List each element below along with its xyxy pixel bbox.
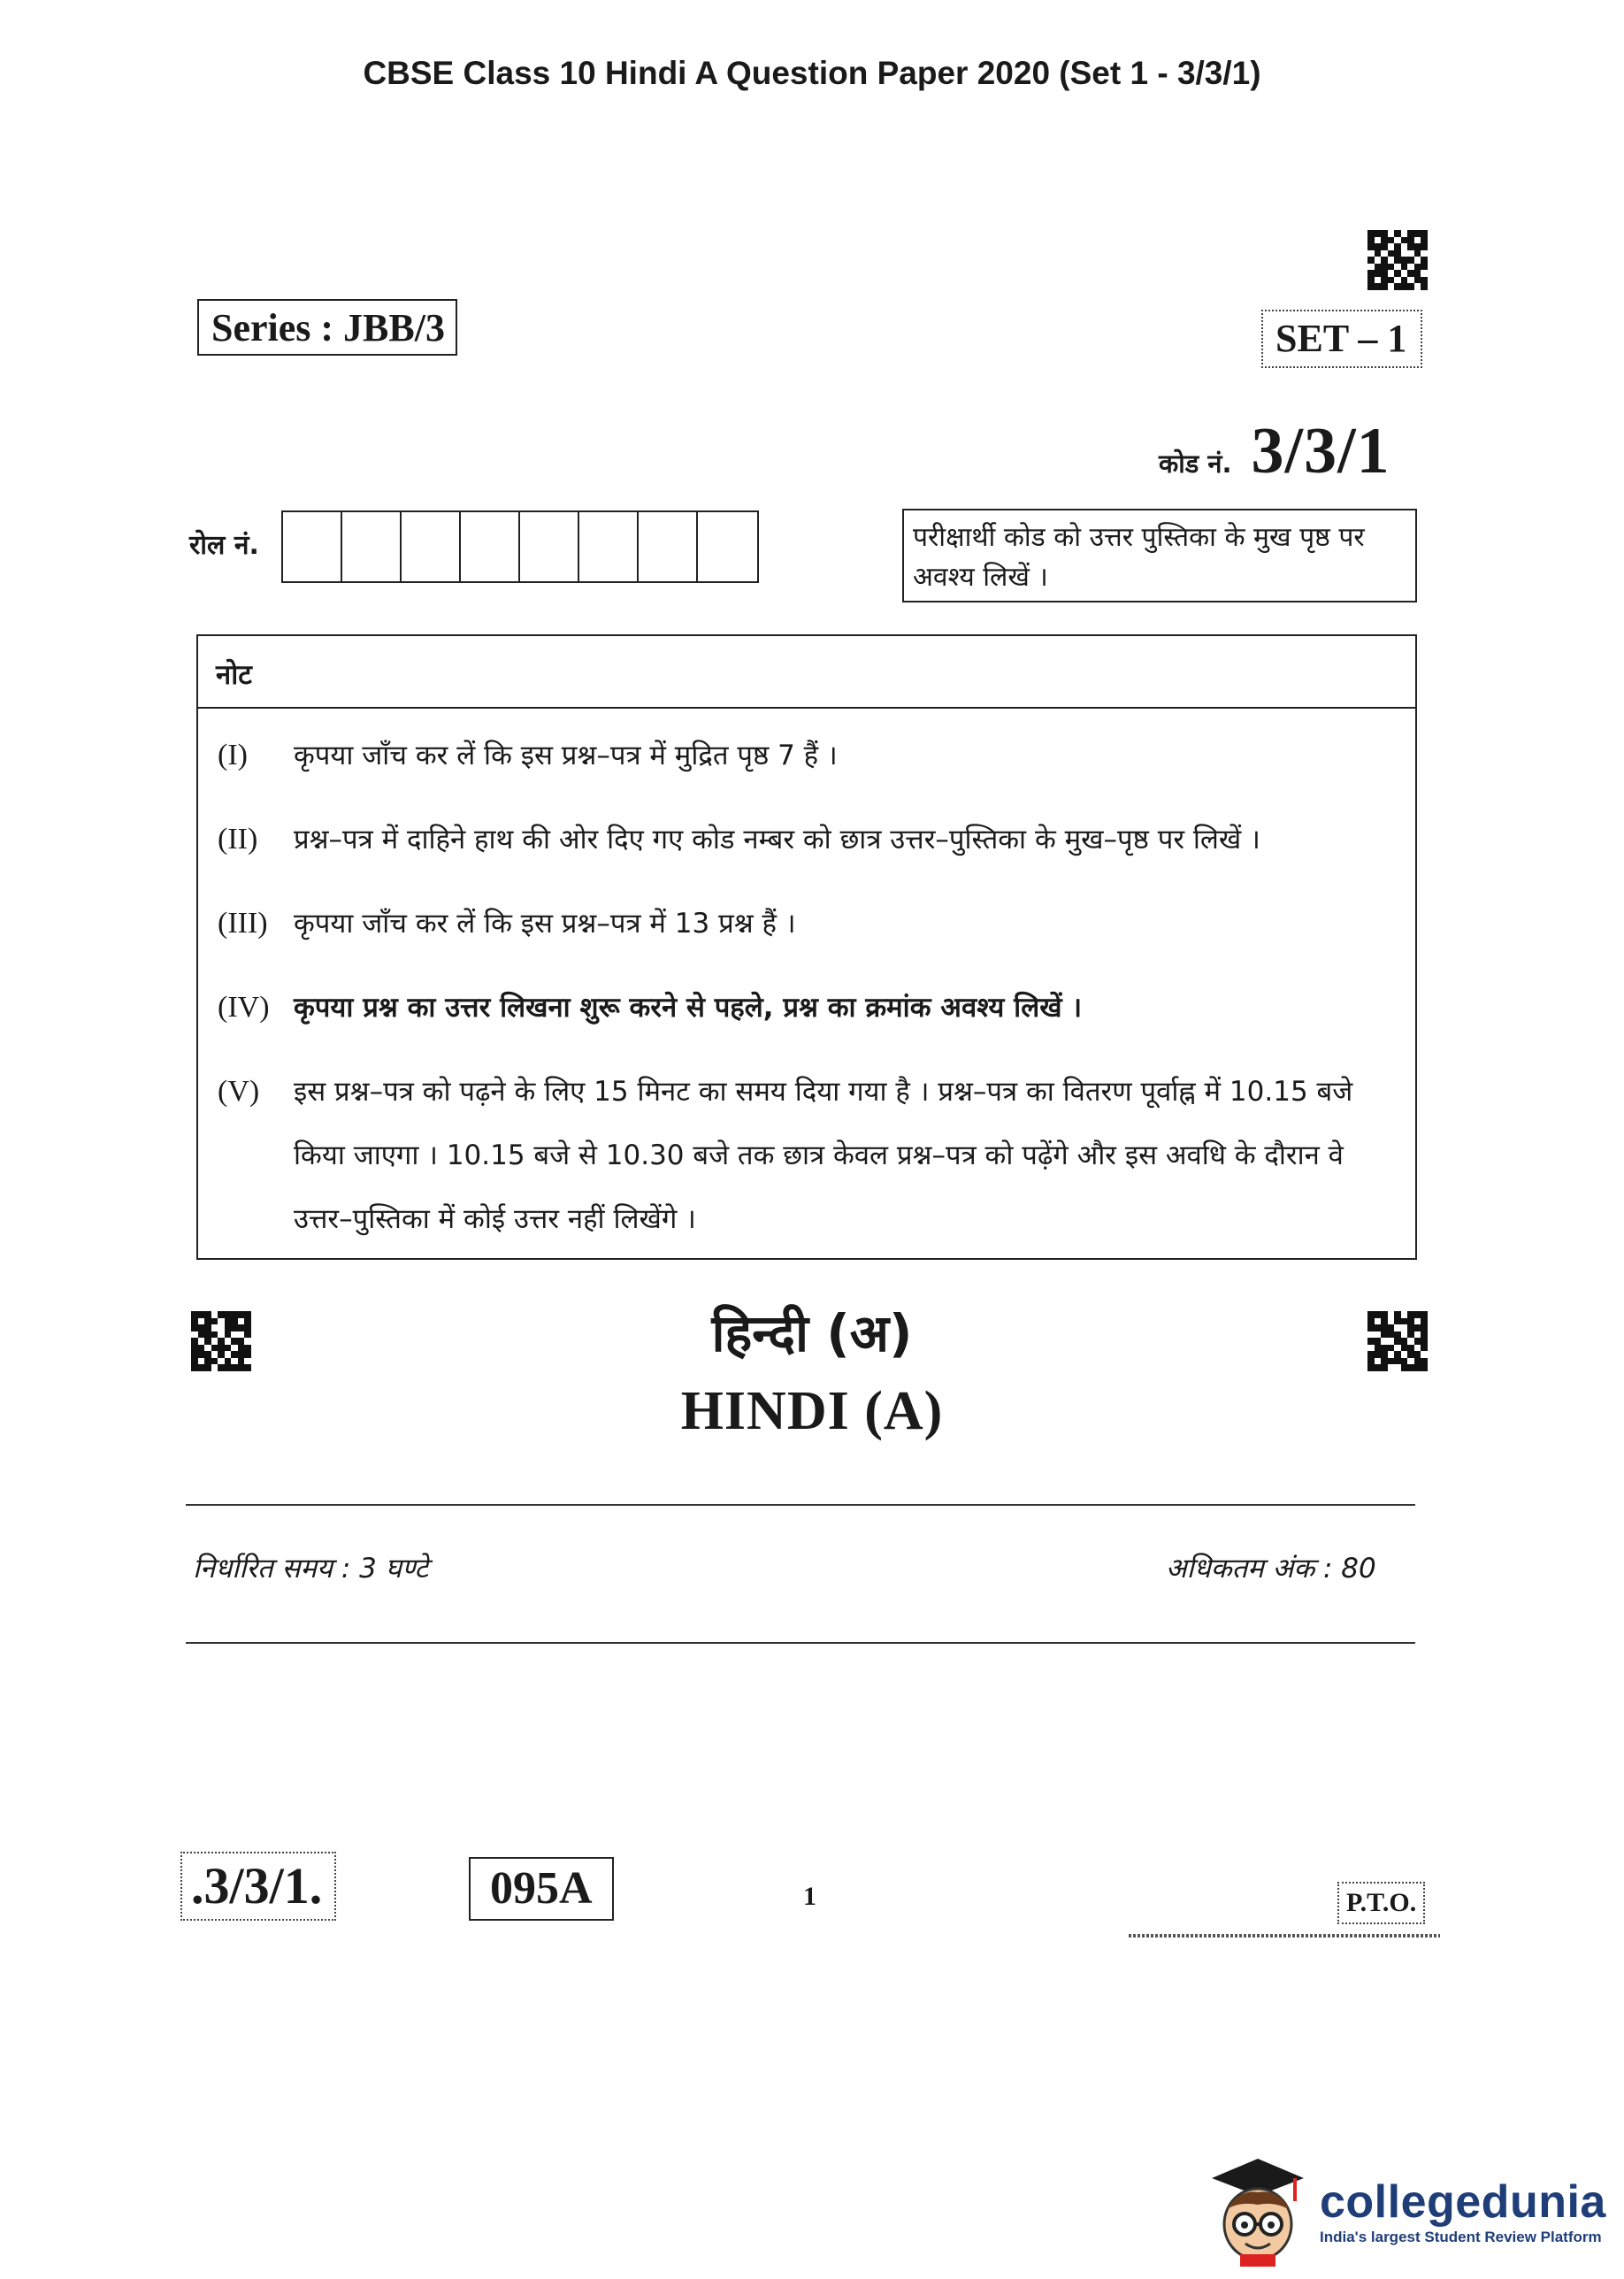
candidate-instruction-box: परीक्षार्थी कोड को उत्तर पुस्तिका के मुख पृष्ठ पर अवश्य लिखें । bbox=[902, 509, 1417, 602]
code-number bbox=[1159, 414, 1390, 489]
page-header: CBSE Class 10 Hindi A Question Paper 2020 (Set 1 - 3/3/1) bbox=[363, 55, 1261, 91]
note-item bbox=[218, 1068, 1399, 1251]
pto-label: P.T.O. bbox=[1337, 1882, 1425, 1924]
note-item bbox=[218, 816, 1399, 871]
roll-number-cell[interactable] bbox=[461, 512, 520, 581]
roll-number-cell[interactable] bbox=[402, 512, 461, 581]
roll-number-cell[interactable] bbox=[283, 512, 342, 581]
subject-title-english: HINDI (A) bbox=[680, 1381, 944, 1441]
note-text: कृपया जाँच कर लें कि इस प्रश्न–पत्र में 13 प्रश्न हैं । bbox=[294, 908, 796, 940]
note-list bbox=[198, 709, 1415, 1251]
roll-number-boxes[interactable] bbox=[281, 510, 759, 583]
roll-number-cell[interactable] bbox=[520, 512, 579, 581]
code-label: कोड नं. bbox=[1159, 449, 1232, 479]
note-text: कृपया प्रश्न का उत्तर लिखना शुरू करने से पहले, प्रश्न का क्रमांक अवश्य लिखें । bbox=[294, 992, 1083, 1024]
note-text: इस प्रश्न–पत्र को पढ़ने के लिए 15 मिनट का समय दिया गया है । प्रश्न–पत्र का वितरण पूर्वाह्न में 10.15 बजे किया जाएगा । 10.15 बजे से 10.30 बजे तक छात्र केवल प्रश्न–पत्र को पढ़ेंगे और इस अवधि के दौरान वे उत्तर–पुस्तिका में कोई उत्तर नहीं लिखेंगे । bbox=[294, 1076, 1353, 1235]
note-number: (II) bbox=[218, 823, 258, 856]
micro-print-line bbox=[1129, 1934, 1440, 1938]
code-value: 3/3/1 bbox=[1251, 415, 1390, 487]
note-item bbox=[218, 984, 1399, 1040]
note-box bbox=[196, 634, 1417, 1260]
roll-number-cell[interactable] bbox=[698, 512, 757, 581]
roll-number-cell[interactable] bbox=[342, 512, 402, 581]
footer-paper-code: .3/3/1. bbox=[180, 1852, 336, 1921]
note-number: (III) bbox=[218, 907, 268, 940]
brand-logo[interactable] bbox=[1205, 2155, 1606, 2267]
footer-subject-code: 095A bbox=[469, 1857, 614, 1921]
note-title: नोट bbox=[198, 636, 1415, 709]
series-box: Series : JBB/3 bbox=[197, 299, 457, 356]
note-text: प्रश्न–पत्र में दाहिने हाथ की ओर दिए गए कोड नम्बर को छात्र उत्तर–पुस्तिका के मुख–पृष्ठ पर लिखें । bbox=[294, 824, 1260, 856]
note-item bbox=[218, 732, 1399, 787]
brand-name: collegedunia bbox=[1320, 2176, 1606, 2228]
brand-tagline: India's largest Student Review Platform bbox=[1320, 2229, 1602, 2245]
mascot-icon bbox=[1205, 2155, 1311, 2267]
note-item bbox=[218, 900, 1399, 955]
subject-title-hindi: हिन्दी (अ) bbox=[711, 1303, 913, 1363]
note-text: कृपया जाँच कर लें कि इस प्रश्न–पत्र में मुद्रित पृष्ठ 7 हैं । bbox=[294, 740, 838, 771]
time-allowed: निर्धारित समय : 3 घण्टे bbox=[193, 1553, 429, 1585]
qr-code-icon bbox=[1367, 230, 1428, 290]
max-marks: अधिकतम अंक : 80 bbox=[1166, 1553, 1376, 1585]
note-number: (I) bbox=[218, 739, 248, 771]
divider bbox=[186, 1642, 1415, 1644]
roll-label: रोल नं. bbox=[189, 530, 259, 561]
note-number: (IV) bbox=[218, 991, 270, 1024]
roll-number-cell[interactable] bbox=[579, 512, 639, 581]
roll-number-cell[interactable] bbox=[639, 512, 698, 581]
set-box: SET – 1 bbox=[1261, 310, 1422, 368]
note-number: (V) bbox=[218, 1075, 260, 1108]
page-number: 1 bbox=[803, 1882, 816, 1911]
divider bbox=[186, 1504, 1415, 1506]
